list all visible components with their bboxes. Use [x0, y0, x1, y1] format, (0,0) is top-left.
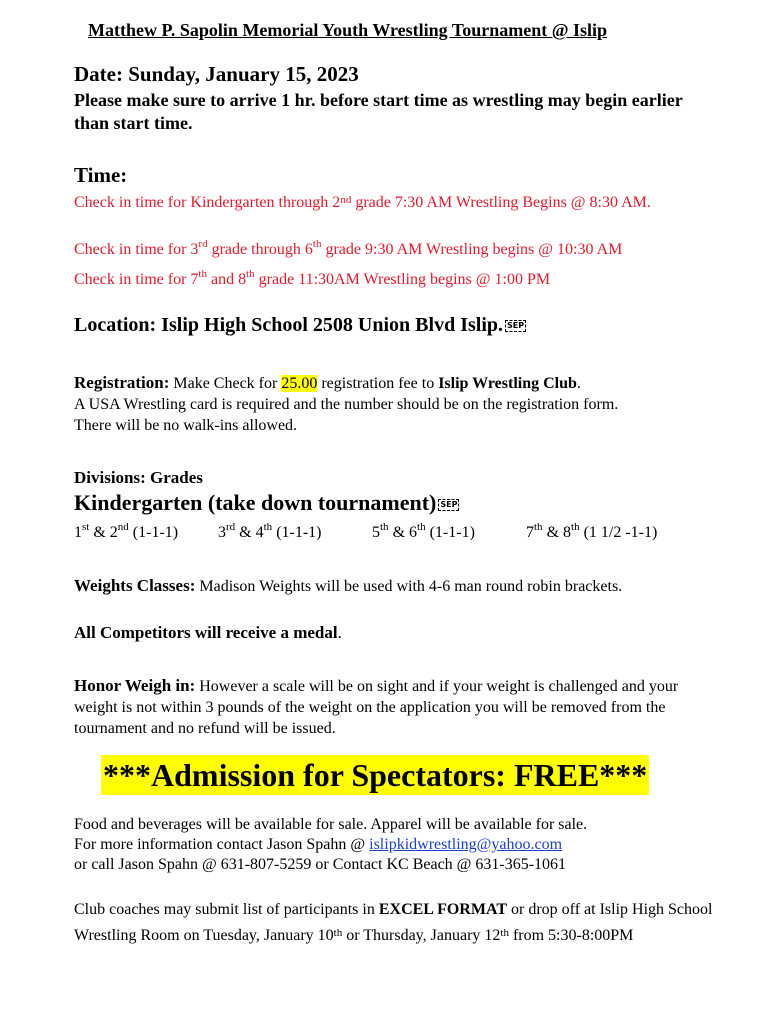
checkin-kinder-2nd: Check in time for Kindergarten through 2nd grade 7:30 AM Wrestling Begins @ 8:30 AM. [74, 194, 651, 211]
registration-block: Registration: Make Check for 25.00 registration fee to Islip Wrestling Club. A USA Wrestling card is required and the number should be on the registration form. There will be no walk-ins allowed. [74, 373, 619, 434]
registration-fee: 25.00 [281, 375, 318, 392]
tournament-title: Matthew P. Sapolin Memorial Youth Wrestling Tournament @ Islip [88, 20, 607, 40]
club-coaches-note: Club coaches may submit list of participants in EXCEL FORMAT or drop off at Islip High School Wrestling Room on Tuesday, January 10th or Thursday, January 12th from 5:30-8:00PM [74, 901, 713, 944]
honor-weigh-in: Honor Weigh in: However a scale will be on sight and if your weight is challenged and your weight is not within 3 pounds of the weight on the application you will be removed from the tournament and no refund will be issued. [74, 676, 679, 737]
grade-group-5-6: 5th & 6th (1-1-1) [372, 521, 475, 541]
sep-glyph-icon: SEP [440, 499, 458, 509]
grade-group-1-2: 1st & 2nd (1-1-1) [74, 521, 179, 541]
checkin-3rd-6th: Check in time for 3rd grade through 6th grade 9:30 AM Wrestling begins @ 10:30 AM [74, 238, 623, 258]
weight-classes: Weights Classes: Madison Weights will be used with 4-6 man round robin brackets. [74, 576, 623, 595]
grade-group-7-8: 7th & 8th (1 1/2 -1-1) [526, 521, 658, 541]
divisions-heading: Divisions: Grades [74, 468, 203, 487]
checkin-7th-8th: Check in time for 7th and 8th grade 11:30AM Wrestling begins @ 1:00 PM [74, 268, 551, 288]
arrival-note: Please make sure to arrive 1 hr. before start time as wrestling may begin earlier than start time. [74, 90, 683, 133]
club-name: Islip Wrestling Club [438, 375, 577, 392]
event-date: Date: Sunday, January 15, 2023 [74, 62, 359, 86]
admission-banner: ***Admission for Spectators: FREE*** [103, 757, 648, 793]
sep-glyph-icon: SEP [507, 321, 525, 331]
location: Location: Islip High School 2508 Union Blvd Islip. SEP [74, 314, 525, 336]
grade-group-3-4: 3rd & 4th (1-1-1) [218, 521, 322, 541]
contact-email-link[interactable]: islipkidwrestling@yahoo.com [369, 836, 563, 853]
kindergarten-division: Kindergarten (take down tournament) SEP [74, 490, 458, 515]
medal-note: All Competitors will receive a medal. [74, 623, 342, 642]
contact-info: Food and beverages will be available for sale. Apparel will be available for sale. For more information contact Jason Spahn @ islipkidwrestling@yahoo.com or call Jason Spahn @ 631-807-5259 or Contact KC Beach @ 631-365-1061 [74, 816, 588, 873]
time-heading: Time: [74, 163, 128, 187]
